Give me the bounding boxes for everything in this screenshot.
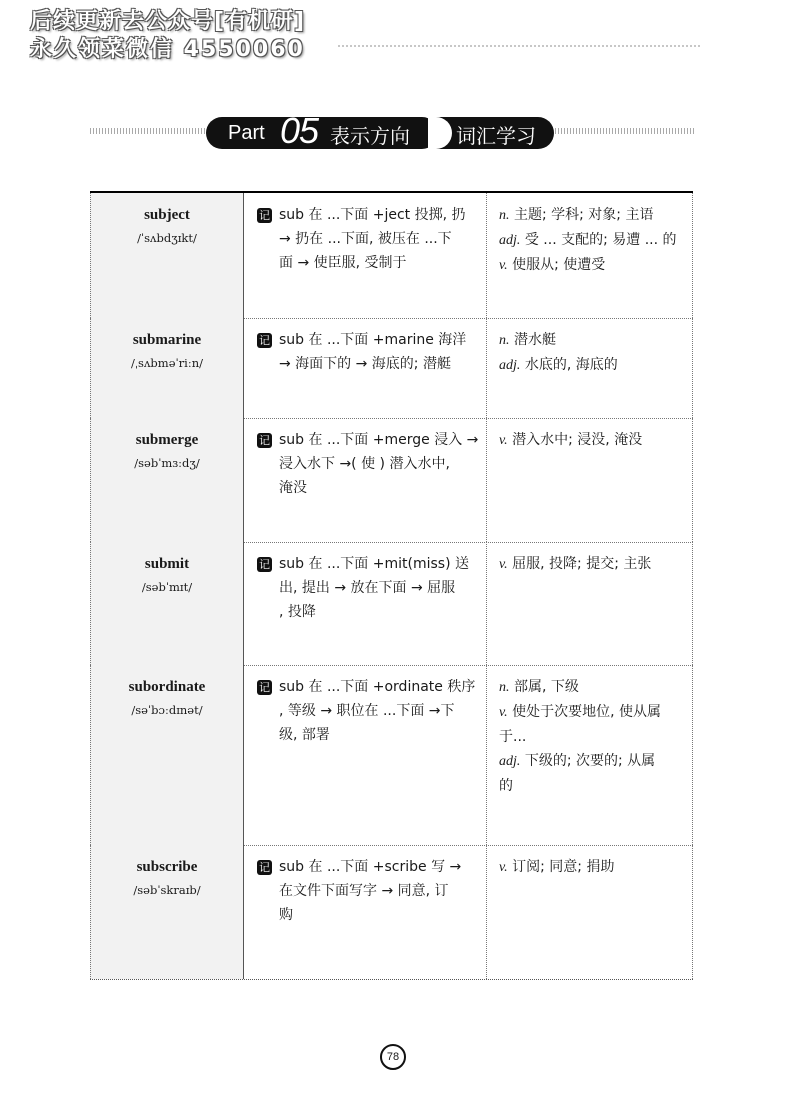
table-row — [90, 193, 693, 319]
part-label: Part — [228, 122, 265, 144]
headword: subject — [144, 207, 190, 223]
etymology-line: → 海面下的 → 海底的; 潜艇 — [279, 356, 451, 372]
etymology-line: sub 在 ...下面 +scribe 写 → — [279, 859, 462, 875]
etymology-text — [279, 552, 479, 624]
etymology-line: sub 在 ...下面 +ordinate 秩序 — [279, 679, 476, 695]
definition-line — [499, 675, 691, 700]
definition-line — [499, 749, 691, 774]
part-of-speech: v. — [499, 258, 508, 273]
part-of-speech: n. — [499, 333, 510, 348]
table-row — [90, 542, 693, 666]
etymology-cell — [243, 542, 486, 665]
definition-text: 使服从; 使遭受 — [512, 257, 606, 273]
mnemonic-icon: 记 — [259, 681, 270, 694]
table-row — [90, 318, 693, 419]
definition-line — [499, 855, 691, 880]
headword: subscribe — [136, 859, 198, 875]
word-cell — [90, 418, 243, 542]
etymology-line: 浸入水下 →( 使 ) 潜入水中, — [279, 456, 450, 472]
part-title: 表示方向 — [330, 124, 410, 148]
watermark-line-2: 永久领菜微信 4550060 — [30, 37, 305, 62]
definition-cell — [486, 845, 693, 979]
definition-line — [499, 774, 691, 798]
definition-text: 于... — [499, 729, 527, 745]
definition-cell — [486, 318, 693, 418]
definition-list — [499, 203, 691, 278]
section-header — [0, 108, 800, 158]
top-dotted-rule — [338, 45, 700, 47]
vocabulary-table — [90, 191, 693, 980]
word-cell — [90, 665, 243, 845]
page-number: 78 — [380, 1044, 406, 1070]
etymology-cell — [243, 665, 486, 845]
etymology-line: 在文件下面写字 → 同意, 订 — [279, 883, 449, 899]
etymology-line: sub 在 ...下面 +ject 投掷, 扔 — [279, 207, 466, 223]
table-row — [90, 845, 693, 979]
mnemonic-icon: 记 — [259, 558, 270, 571]
part-of-speech: v. — [499, 557, 508, 572]
word-cell — [90, 542, 243, 665]
etymology-line: 购 — [279, 907, 293, 923]
definition-text: 的 — [499, 778, 513, 794]
header-rule-right — [555, 128, 695, 134]
etymology-text — [279, 328, 479, 376]
definition-cell — [486, 193, 693, 318]
etymology-text — [279, 428, 479, 500]
definition-line — [499, 552, 691, 577]
phonetic: /səbˈmɜːdʒ/ — [134, 456, 200, 470]
etymology-cell — [243, 318, 486, 418]
definition-list — [499, 328, 691, 378]
etymology-text — [279, 855, 479, 927]
section-title: 词汇学习 — [456, 124, 536, 148]
etymology-line: 面 → 使臣服, 受制于 — [279, 255, 407, 271]
table-row — [90, 418, 693, 543]
definition-line — [499, 353, 691, 378]
phonetic: /səˈbɔːdɪnət/ — [131, 703, 203, 717]
definition-text: 屈服, 投降; 提交; 主张 — [512, 556, 652, 572]
definition-line — [499, 203, 691, 228]
definition-text: 潜入水中; 浸没, 淹没 — [512, 432, 643, 448]
etymology-line: sub 在 ...下面 +marine 海洋 — [279, 332, 467, 348]
etymology-line: , 等级 → 职位在 ...下面 →下 — [279, 703, 455, 719]
definition-text: 水底的, 海底的 — [524, 357, 618, 373]
mnemonic-icon: 记 — [259, 434, 270, 447]
table-row — [90, 665, 693, 846]
part-of-speech: adj. — [499, 754, 521, 769]
part-of-speech: n. — [499, 680, 510, 695]
definition-line — [499, 253, 691, 278]
definition-list — [499, 428, 691, 453]
word-cell — [90, 193, 243, 318]
definition-text: 部属, 下级 — [513, 679, 579, 695]
part-of-speech: adj. — [499, 358, 521, 373]
etymology-line: sub 在 ...下面 +merge 浸入 → — [279, 432, 479, 448]
definition-line — [499, 700, 691, 725]
etymology-line: 出, 提出 → 放在下面 → 屈服 — [279, 580, 456, 596]
watermark — [30, 8, 305, 64]
part-of-speech: v. — [499, 705, 508, 720]
definition-text: 受 ... 支配的; 易遭 ... 的 — [524, 232, 677, 248]
etymology-cell — [243, 193, 486, 318]
word-cell — [90, 845, 243, 979]
definition-text: 下级的; 次要的; 从属 — [524, 753, 656, 769]
part-of-speech: adj. — [499, 233, 521, 248]
definition-text: 潜水艇 — [513, 332, 556, 348]
etymology-line: → 扔在 ...下面, 被压在 ...下 — [279, 231, 452, 247]
etymology-cell — [243, 418, 486, 542]
definition-list — [499, 855, 691, 880]
phonetic: /ˈsʌbdʒɪkt/ — [137, 231, 197, 245]
mnemonic-icon: 记 — [259, 209, 270, 222]
etymology-line: , 投降 — [279, 604, 316, 620]
headword: submerge — [135, 432, 199, 448]
mnemonic-icon: 记 — [259, 861, 270, 874]
watermark-line-1: 后续更新去公众号[有机研] — [30, 9, 306, 34]
definition-list — [499, 675, 691, 798]
header-rule-left — [90, 128, 205, 134]
part-of-speech: v. — [499, 433, 508, 448]
part-of-speech: n. — [499, 208, 510, 223]
mnemonic-icon: 记 — [259, 334, 270, 347]
part-number: 05 — [280, 110, 319, 151]
etymology-text — [279, 203, 479, 275]
phonetic: /ˌsʌbməˈriːn/ — [131, 356, 203, 370]
headword: submit — [144, 556, 190, 572]
definition-cell — [486, 418, 693, 542]
definition-line — [499, 228, 691, 253]
headword: subordinate — [128, 679, 206, 695]
definition-cell — [486, 542, 693, 665]
headword: submarine — [132, 332, 202, 348]
phonetic: /səbˈskraɪb/ — [133, 883, 201, 897]
phonetic: /səbˈmɪt/ — [141, 580, 193, 594]
definition-list — [499, 552, 691, 577]
definition-text: 订阅; 同意; 捐助 — [512, 859, 615, 875]
word-cell — [90, 318, 243, 418]
definition-line — [499, 328, 691, 353]
etymology-text — [279, 675, 479, 747]
definition-cell — [486, 665, 693, 845]
etymology-line: 级, 部署 — [279, 727, 330, 743]
definition-line — [499, 428, 691, 453]
part-of-speech: v. — [499, 860, 508, 875]
etymology-cell — [243, 845, 486, 979]
definition-text: 主题; 学科; 对象; 主语 — [513, 207, 654, 223]
definition-line — [499, 725, 691, 749]
definition-text: 使处于次要地位, 使从属 — [512, 704, 662, 720]
etymology-line: 淹没 — [279, 480, 307, 496]
etymology-line: sub 在 ...下面 +mit(miss) 送 — [279, 556, 469, 572]
